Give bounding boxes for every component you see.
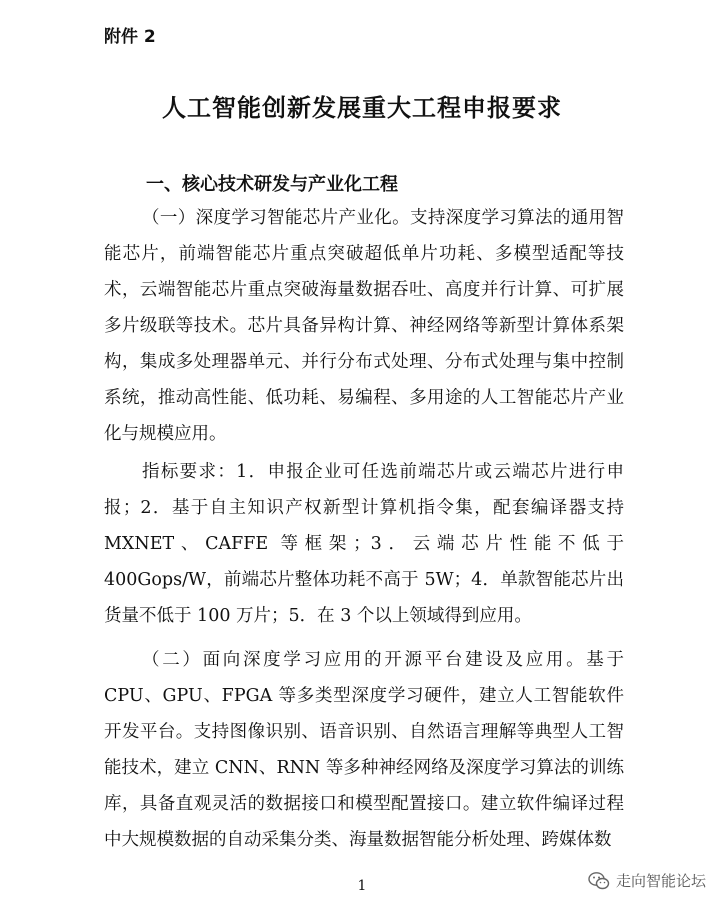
watermark-text: 走向智能论坛 — [615, 872, 706, 890]
paragraph-open-source-platform: （二）面向深度学习应用的开源平台建设及应用。基于 CPU、GPU、FPGA 等多类型深度学习硬件，建立人工智能软件开发平台。支持图像识别、语音识别、自然语言理解等典型人工智能技术，建立 CNN、RNN 等多种神经网络及深度学习算法的训练库，具备直观灵活的数据接口和模型配置接口。建立软件编译过程中大规模数据的自动采集分类、海量数据智能分析处理、跨媒体数 — [104, 650, 624, 850]
document-title: 人工智能创新发展重大工程申报要求 — [162, 93, 562, 122]
page-number: 1 — [357, 878, 367, 894]
section-heading: 一、核心技术研发与产业化工程 — [146, 174, 398, 195]
attachment-label: 附件 2 — [104, 27, 156, 47]
wechat-icon — [588, 871, 610, 891]
paragraph-deep-learning-chip: （一）深度学习智能芯片产业化。支持深度学习算法的通用智能芯片，前端智能芯片重点突破超低单片功耗、多模型适配等技术，云端智能芯片重点突破海量数据吞吐、高度并行计算、可扩展多片级联等技术。芯片具备异构计算、神经网络等新型计算体系架构，集成多处理器单元、并行分布式处理、分布式处理与集中控制系统，推动高性能、低功耗、易编程、多用途的人工智能芯片产业化与规模应用。 — [104, 208, 624, 444]
watermark — [588, 870, 706, 891]
paragraph-indicator-requirements: 指标要求：1．申报企业可任选前端芯片或云端芯片进行申报；2．基于自主知识产权新型计算机指令集，配套编译器支持 MXNET、CAFFE 等框架；3．云端芯片性能不低于 400Gops/W，前端芯片整体功耗不高于 5W；4．单款智能芯片出货量不低于 100 万片；5．在 3 个以上领域得到应用。 — [104, 462, 624, 626]
